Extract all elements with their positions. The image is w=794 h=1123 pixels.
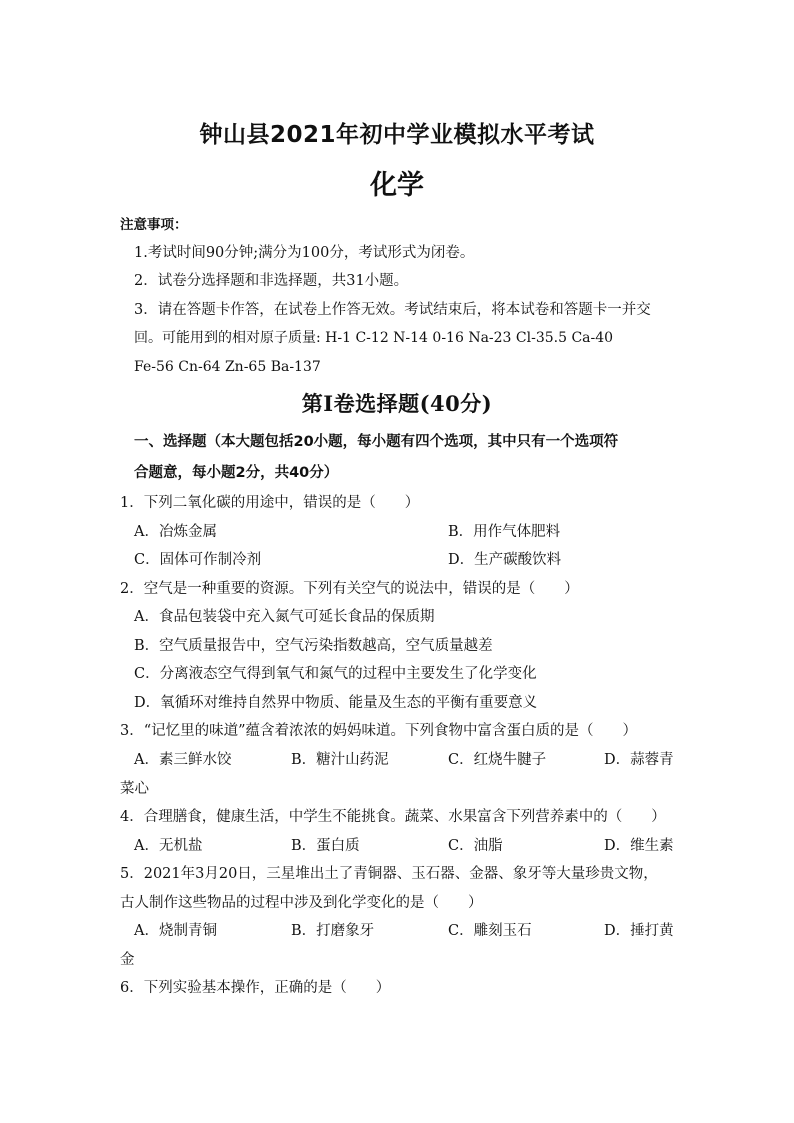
part-instructions-cont: 合题意，每小题2分，共40分） xyxy=(134,465,339,481)
part-instructions: 一、选择题（本大题包括20小题，每小题有四个选项，其中只有一个选项符 xyxy=(134,434,619,450)
question-5-stem: 5．2021年3月20日，三星堆出土了青铜器、玉石器、金器、象牙等大量珍贵文物， xyxy=(120,866,658,882)
subject-title: 化学 xyxy=(370,170,424,201)
question-1-stem: 1．下列二氧化碳的用途中，错误的是（ ） xyxy=(120,495,420,511)
question-4-option-a[interactable]: A．无机盐 xyxy=(134,838,203,854)
question-2-option-c[interactable]: C．分离液态空气得到氧气和氮气的过程中主要发生了化学变化 xyxy=(134,666,537,682)
question-5-stem-cont: 古人制作这些物品的过程中涉及到化学变化的是（ ） xyxy=(120,895,483,911)
notice-item-3-cont2: Fe-56 Cn-64 Zn-65 Ba-137 xyxy=(134,359,321,375)
question-3-option-b[interactable]: B．糖汁山药泥 xyxy=(291,752,389,768)
question-1-option-d[interactable]: D．生产碳酸饮料 xyxy=(448,552,562,568)
question-5-option-d[interactable]: D．捶打黄 xyxy=(604,923,674,939)
section-title: 第Ⅰ卷选择题(40分) xyxy=(301,391,493,416)
question-6-stem: 6．下列实验基本操作，正确的是（ ） xyxy=(120,980,391,996)
question-4-option-d[interactable]: D．维生素 xyxy=(604,838,674,854)
question-3-option-c[interactable]: C．红烧牛腱子 xyxy=(448,752,547,768)
question-5-option-d-cont: 金 xyxy=(120,952,135,968)
notice-item-1: 1.考试时间90分钟;满分为100分，考试形式为闭卷。 xyxy=(134,245,475,261)
question-4-option-c[interactable]: C．油脂 xyxy=(448,838,503,854)
notice-item-3-cont: 回。可能用到的相对原子质量: H-1 C-12 N-14 0-16 Na-23 Cl-35.5 Ca-40 xyxy=(134,330,614,346)
question-2-option-d[interactable]: D．氧循环对维持自然界中物质、能量及生态的平衡有重要意义 xyxy=(134,695,538,711)
question-1-option-a[interactable]: A．冶炼金属 xyxy=(134,524,217,540)
question-4-stem: 4．合理膳食，健康生活，中学生不能挑食。蔬菜、水果富含下列营养素中的（ ） xyxy=(120,809,666,825)
notice-item-2: 2．试卷分选择题和非选择题，共31小题。 xyxy=(134,273,409,289)
question-3-option-a[interactable]: A．素三鲜水饺 xyxy=(134,752,232,768)
question-2-option-a[interactable]: A．食品包装袋中充入氮气可延长食品的保质期 xyxy=(134,609,435,625)
question-5-option-a[interactable]: A．烧制青铜 xyxy=(134,923,217,939)
question-3-option-d-cont: 菜心 xyxy=(120,781,149,797)
notice-heading: 注意事项： xyxy=(120,217,188,233)
question-5-option-c[interactable]: C．雕刻玉石 xyxy=(448,923,532,939)
notice-item-3: 3．请在答题卡作答，在试卷上作答无效。考试结束后，将本试卷和答题卡一并交 xyxy=(134,302,651,318)
question-5-option-b[interactable]: B．打磨象牙 xyxy=(291,923,375,939)
question-3-option-d[interactable]: D．蒜蓉青 xyxy=(604,752,674,768)
exam-title: 钟山县2021年初中学业模拟水平考试 xyxy=(199,122,595,148)
question-1-option-c[interactable]: C．固体可作制冷剂 xyxy=(134,552,262,568)
question-4-option-b[interactable]: B．蛋白质 xyxy=(291,838,360,854)
question-2-stem: 2．空气是一种重要的资源。下列有关空气的说法中，错误的是（ ） xyxy=(120,581,579,597)
question-2-option-b[interactable]: B．空气质量报告中，空气污染指数越高，空气质量越差 xyxy=(134,638,493,654)
question-3-stem: 3．“记忆里的味道”蕴含着浓浓的妈妈味道。下列食物中富含蛋白质的是（ ） xyxy=(120,723,638,739)
question-1-option-b[interactable]: B．用作气体肥料 xyxy=(448,524,561,540)
